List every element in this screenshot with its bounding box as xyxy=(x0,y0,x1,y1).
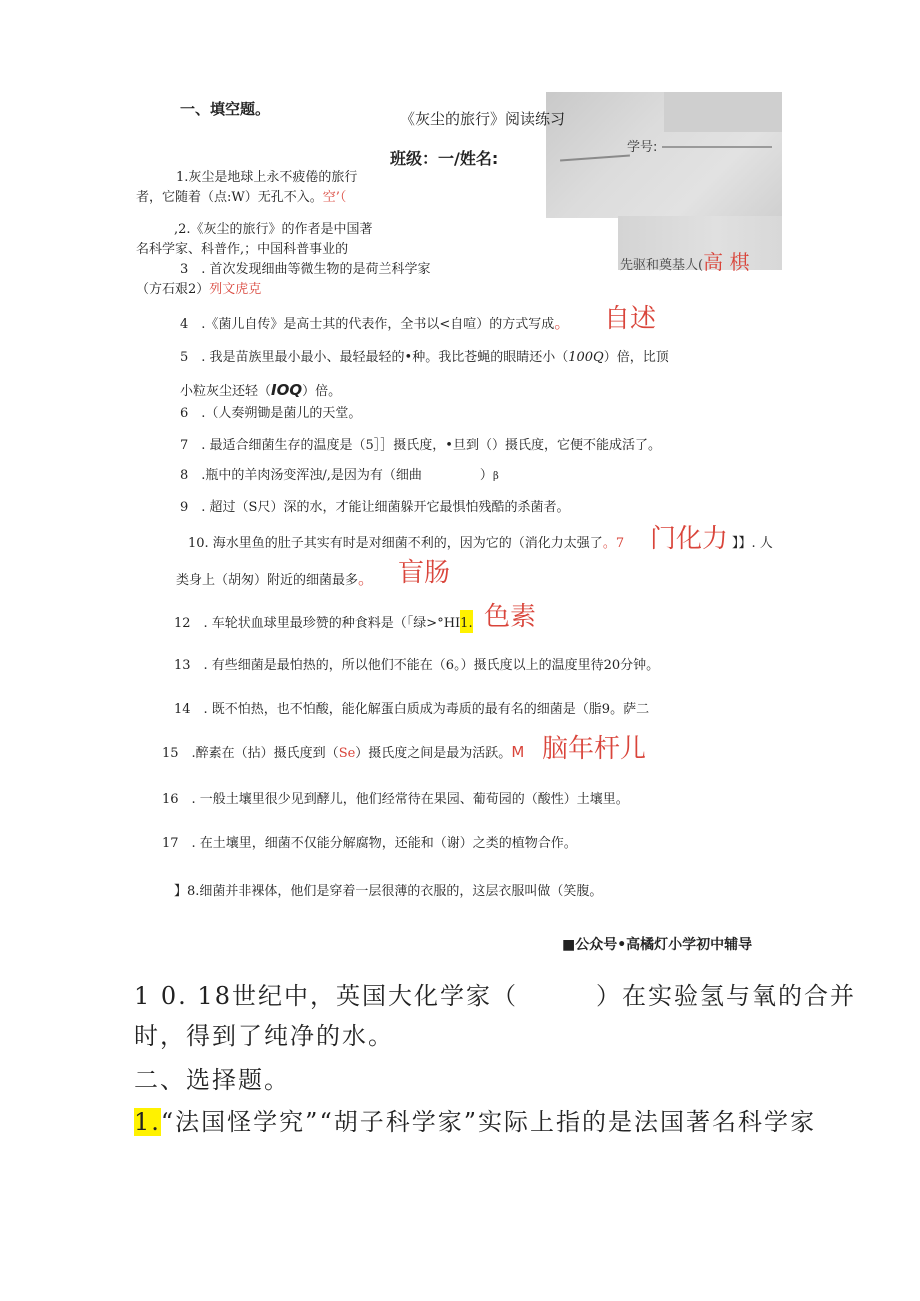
section1-heading: 一、填空题。 xyxy=(180,100,271,118)
photo-text-prefix: 先驱和奠基人( xyxy=(620,258,704,273)
question-13: 13 . 有些细菌是最怕热的，所以他们不能在（6。）摄氏度以上的温度里待20分钟。 xyxy=(174,658,660,673)
question-15 xyxy=(162,742,524,761)
question-4-dot: 。 xyxy=(554,313,571,332)
question-10-tail: 】】. 人 xyxy=(732,536,773,551)
question-12-answer: 色素 xyxy=(484,602,537,632)
question-16: 16 . 一般土壤里很少见到酵儿，他们经常待在果园、葡荀园的（酸性）土壤里。 xyxy=(162,792,629,807)
photo-text xyxy=(620,246,749,275)
question-11-answer: 盲肠 xyxy=(398,558,451,588)
question-5-text-c: 小粒灰尘还轻（ xyxy=(180,384,272,399)
photo-handwriting-2: 棋 xyxy=(729,250,750,274)
question-10-red-mark: 。7 xyxy=(602,536,625,551)
question-3-line-a: 3 . 首次发现细曲等微生物的是荷兰科学家 xyxy=(180,262,431,277)
question-8-text-c: β xyxy=(492,471,499,482)
question-3-answer: 列文虎克 xyxy=(209,282,262,297)
question-19-line-b: 时，得到了纯净的水。 xyxy=(134,1022,394,1050)
question-3-line-b xyxy=(136,278,261,297)
question-18: 】8.细菌并非裸体，他们是穿着一层很薄的衣服的，这层衣服叫做（笑腹。 xyxy=(174,884,603,899)
question-15-red-mark-2: M xyxy=(511,743,525,761)
section2-heading: 二、选择题。 xyxy=(134,1066,290,1094)
question-5-text-b: ）倍，比顶 xyxy=(603,350,669,365)
question-5-line-a xyxy=(180,346,669,365)
question-8-text-b: ） xyxy=(479,468,493,483)
pencil-line xyxy=(662,146,772,148)
question-7: 7 . 最适合细菌生存的温度是（5］］摄氏度，•旦到（）摄氏度，它便不能成活了。 xyxy=(180,438,661,453)
question-11 xyxy=(176,566,374,589)
question-4-answer: 自述 xyxy=(604,304,657,334)
question-19-line-a: 1 0. 18世纪中，英国大化学家（ ）在实验氢与氧的合并 xyxy=(134,982,856,1010)
page-title: 《灰尘的旅行》阅读练习 xyxy=(400,110,566,128)
question-12 xyxy=(174,610,473,633)
photo-handwriting: 高 xyxy=(703,250,730,274)
question-15-red-mark: Se xyxy=(338,746,356,761)
watermark: ■公众号•高橘灯小学初中辅导 xyxy=(562,937,753,953)
question-5-italic-2: IOQ xyxy=(271,381,303,399)
question-8-text-a: 8 .瓶中的羊肉汤变浑浊/,是因为有（细曲 xyxy=(180,468,422,483)
question-3-text: （方石艰2） xyxy=(136,282,210,297)
question-11-red-mark: 。 xyxy=(358,569,375,588)
question-12-highlight: 1. xyxy=(460,610,472,633)
question-1-line-b xyxy=(136,186,346,205)
question-4-text: 4 .《菌儿自传》是高士其的代表作，全书以<自喧）的方式写成 xyxy=(180,317,555,332)
question-12-text: 12 . 车轮状血球里最珍赞的种食料是（「绿>°HI xyxy=(174,616,461,631)
question-15-text-b: ）摄氏度之间是最为活跃。 xyxy=(355,746,512,761)
question-10-answer: 门化力 xyxy=(650,524,729,554)
question-6: 6 .（人奏朔锄是菌儿的天堂。 xyxy=(180,406,362,421)
question-14: 14 . 既不怕热，也不怕酸，能化解蛋白质成为毒质的最有名的细菌是（脂9。萨二 xyxy=(174,702,650,717)
student-no-label: 学号: xyxy=(627,140,658,155)
question-15-answer: 脑年杆儿 xyxy=(542,734,647,764)
question-15-text-a: 15 .醉素在（拈）摄氏度到（ xyxy=(162,746,339,761)
question-10-text-a: 10. 海水里鱼的肚子其实有时是对细菌不利的，因为它的（消化力太强了 xyxy=(188,536,603,551)
question-2-line-a: ,2.《灰尘的旅行》的作者是中国著 xyxy=(174,222,373,237)
question-1-red-mark: 空’（ xyxy=(322,190,347,205)
question-4 xyxy=(180,310,570,333)
multiple-choice-1-number: 1. xyxy=(134,1108,161,1136)
question-2-line-b: 名科学家、科普作,；中国科普事业的 xyxy=(136,242,349,257)
question-9: 9 . 超过（S尺）深的水，才能让细菌躲开它最惧怕残酷的杀菌者。 xyxy=(180,500,570,515)
question-5-text-d: ）倍。 xyxy=(302,384,342,399)
question-5-line-b xyxy=(180,380,341,399)
class-name-line: 班级：一/姓名: xyxy=(390,149,499,168)
question-5-italic: 100Q xyxy=(568,350,604,365)
question-1-text: 者，它随着（点:W）无孔不入。 xyxy=(136,190,323,205)
question-17: 17 . 在土壤里，细菌不仅能分解腐物，还能和（谢）之类的植物合作。 xyxy=(162,836,577,851)
question-5-text-a: 5 . 我是苗族里最小最小、最轻最轻的•种。我比苍蝇的眼睛还小（ xyxy=(180,350,569,365)
question-11-text: 类身上（胡匆）附近的细菌最多 xyxy=(176,573,359,588)
multiple-choice-1 xyxy=(134,1102,816,1137)
question-8 xyxy=(180,464,499,483)
multiple-choice-1-text: “法国怪学究”“胡子科学家”实际上指的是法国著名科学家 xyxy=(160,1108,816,1136)
scanned-photo-top xyxy=(664,92,782,132)
question-1-line-a: 1.灰尘是地球上永不疲倦的旅行 xyxy=(176,170,358,185)
question-10 xyxy=(188,532,624,551)
